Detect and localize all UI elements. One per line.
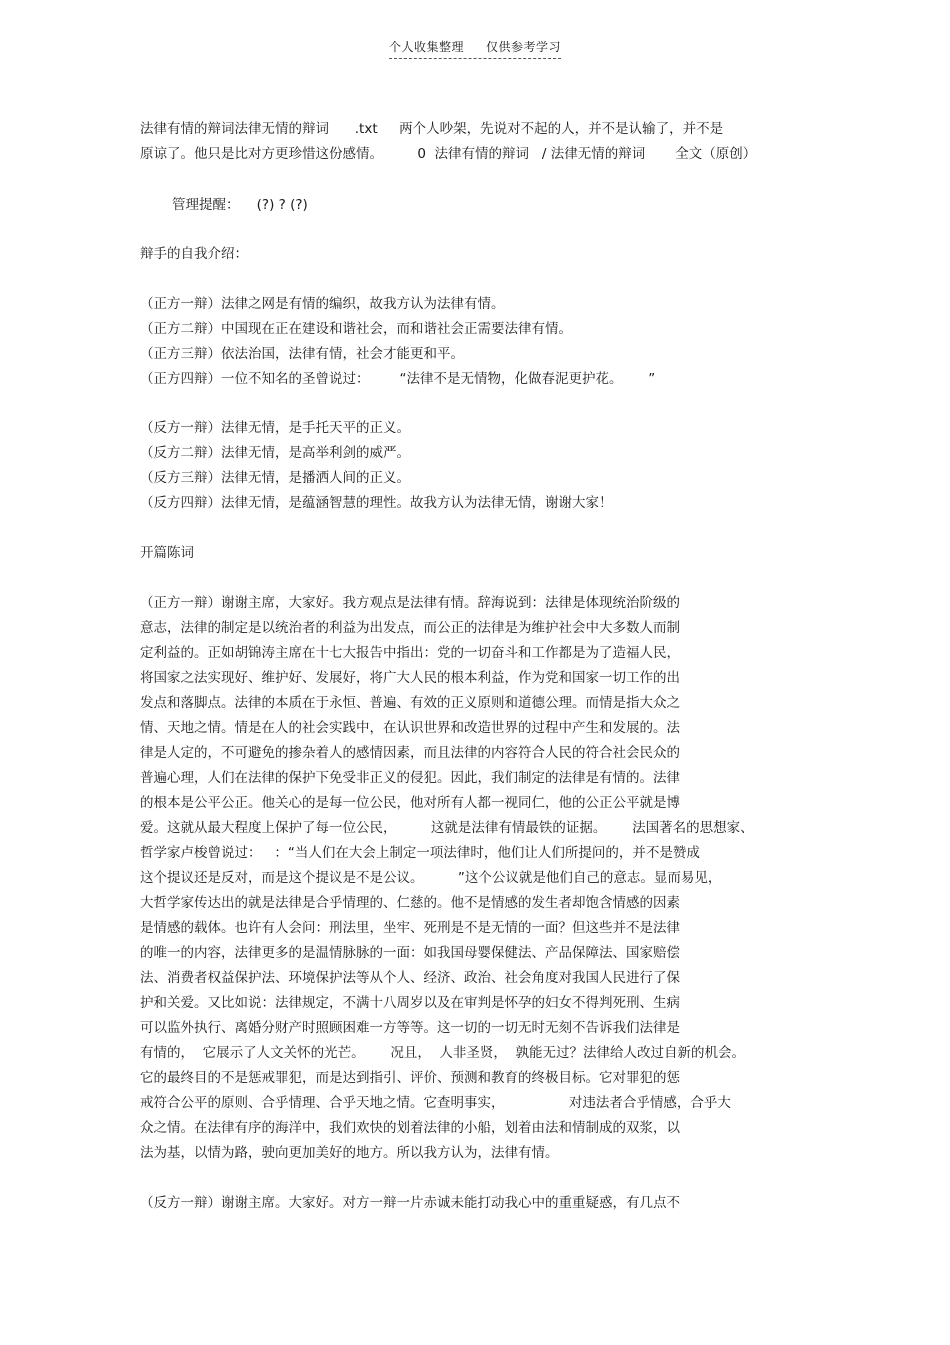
text-line: 意志，法律的制定是以统治者的利益为出发点，而公正的法律是为维护社会中大多数人而制 [140,620,680,636]
text-line: 情、天地之情。情是在人的社会实践中，在认识世界和改造世界的过程中产生和发展的。法 [140,720,680,736]
text-line: （正方一辩）法律之网是有情的编织，故我方认为法律有情。 [140,296,505,312]
text-line: （反方三辩）法律无情，是播洒人间的正义。 [140,470,410,486]
header-text [389,38,561,59]
text-line: 法、消费者权益保护法、环境保护法等从个人、经济、政治、社会角度对我国人民进行了保 [140,970,680,986]
text-line: 众之情。在法律有序的海洋中，我们欢快的划着法律的小船，划着由法和情制成的双浆，以 [140,1120,680,1136]
text-line: 护和关爱。又比如说：法律规定，不满十八周岁以及在审判是怀孕的妇女不得判死刑、生病 [140,995,680,1011]
text-line: 开篇陈词 [140,545,194,561]
text-line: （反方二辩）法律无情，是高举利剑的威严。 [140,445,410,461]
text-line: （正方三辩）依法治国，法律有情，社会才能更和平。 [140,346,464,362]
text-line: 这个提议还是反对，而是这个提议是不是公议。 ”这个公议就是他们自己的意志。显而易见， [140,870,722,886]
text-line: 管理提醒： (?) ? (?) [172,197,308,213]
text-line: （正方四辩）一位不知名的圣曾说过： “法律不是无情物，化做春泥更护花。 ” [140,371,656,387]
text-line: （反方一辩）谢谢主席。大家好。对方一辩一片赤诚未能打动我心中的重重疑惑，有几点不 [140,1195,680,1211]
text-line: （反方一辩）法律无情，是手托天平的正义。 [140,420,410,436]
text-line: 可以监外执行、离婚分财产时照顾困难一方等等。这一切的一切无时无刻不告诉我们法律是 [140,1020,680,1036]
text-line: 戒符合公平的原则、合乎情理、合乎天地之情。它查明事实， 对违法者合乎情感，合乎大 [140,1095,731,1111]
text-line: 的唯一的内容，法律更多的是温情脉脉的一面：如我国母婴保健法、产品保障法、国家赔偿 [140,945,680,961]
text-line: （正方二辩）中国现在正在建设和谐社会，而和谐社会正需要法律有情。 [140,321,572,337]
text-line: 的根本是公平公正。他关心的是每一位公民，他对所有人都一视同仁，他的公正公平就是博 [140,795,680,811]
text-line: 辩手的自我介绍： [140,246,248,262]
text-line: 普遍心理，人们在法律的保护下免受非正义的侵犯。因此，我们制定的法律是有情的。法律 [140,770,680,786]
text-line: 定利益的。正如胡锦涛主席在十七大报告中指出：党的一切奋斗和工作都是为了造福人民， [140,645,680,661]
page-header [0,38,950,59]
text-line: （反方四辩）法律无情，是蕴涵智慧的理性。故我方认为法律无情，谢谢大家！ [140,495,613,511]
text-line: 爱。这就从最大程度上保护了每一位公民， 这就是法律有情最铁的证据。 法国著名的思想家、 [140,820,754,836]
text-line: 有情的， 它展示了人文关怀的光芒。 况且， 人非圣贤， 孰能无过？法律给人改过自新的机会。 [140,1045,745,1061]
header-left: 个人收集整理 [388,40,464,54]
text-line: 原谅了。他只是比对方更珍惜这份感情。 0 法律有情的辩词 / 法律无情的辩词 全文（原创） [140,146,757,162]
text-line: 是情感的载体。也许有人会问：刑法里，坐牢、死刑是不是无情的一面？但这些并不是法律 [140,920,680,936]
header-right: 仅供参考学习 [486,40,562,54]
text-line: 法为基，以情为路，驶向更加美好的地方。所以我方认为，法律有情。 [140,1145,559,1161]
text-line: 律是人定的，不可避免的掺杂着人的感情因素，而且法律的内容符合人民的符合社会民众的 [140,745,680,761]
text-line: 它的最终目的不是惩戒罪犯，而是达到指引、评价、预测和教育的终极目标。它对罪犯的惩 [140,1070,680,1086]
text-line: 大哲学家传达出的就是法律是合乎情理的、仁慈的。他不是情感的发生者却饱含情感的因素 [140,895,680,911]
text-line: 发点和落脚点。法律的本质在于永恒、普遍、有效的正义原则和道德公理。而情是指大众之 [140,695,680,711]
text-line: 法律有情的辩词法律无情的辩词 .txt 两个人吵架，先说对不起的人，并不是认输了，并不是 [140,121,724,137]
text-line: （正方一辩）谢谢主席，大家好。我方观点是法律有情。辞海说到：法律是体现统治阶级的 [140,595,680,611]
text-line: 将国家之法实现好、维护好、发展好，将广大人民的根本利益，作为党和国家一切工作的出 [140,670,680,686]
text-line: 哲学家卢梭曾说过： ：“当人们在大会上制定一项法律时，他们让人们所提问的，并不是赞成 [140,845,700,861]
